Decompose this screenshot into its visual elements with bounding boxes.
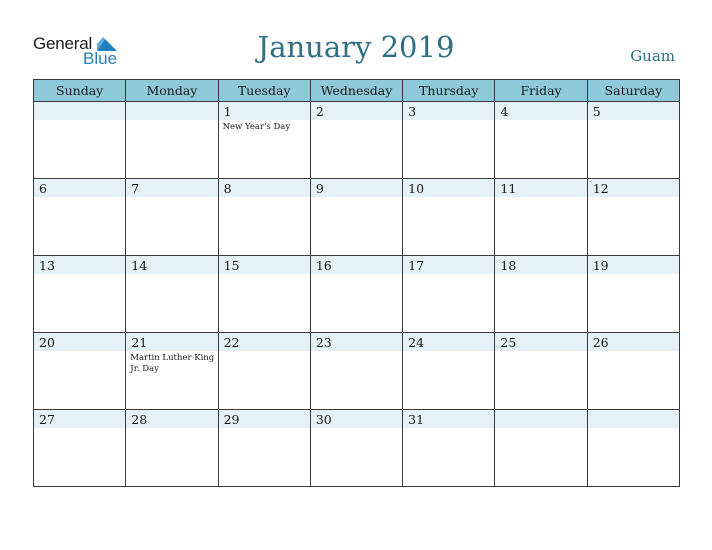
day-cell bbox=[495, 333, 587, 410]
day-cell-band bbox=[34, 179, 125, 197]
day-number: 1 bbox=[223, 104, 232, 119]
day-number: 11 bbox=[500, 181, 517, 196]
day-cell bbox=[495, 256, 587, 333]
week-row bbox=[34, 102, 680, 179]
day-number: 25 bbox=[500, 335, 517, 350]
day-cell bbox=[218, 179, 310, 256]
day-cell-band bbox=[219, 102, 310, 120]
day-number: 5 bbox=[592, 104, 601, 119]
day-cell-band bbox=[34, 102, 125, 120]
day-cell bbox=[126, 179, 218, 256]
day-cell bbox=[126, 333, 218, 410]
day-number: 3 bbox=[408, 104, 417, 119]
day-number: 12 bbox=[592, 181, 609, 196]
day-number: 20 bbox=[39, 335, 55, 350]
day-cell bbox=[495, 179, 587, 256]
day-number: 10 bbox=[408, 181, 425, 196]
day-cell bbox=[218, 256, 310, 333]
day-cell bbox=[218, 102, 310, 179]
holiday-label: Martin Luther King Jr. Day bbox=[130, 353, 215, 374]
weekday-wednesday: Wednesday bbox=[310, 80, 402, 102]
day-cell bbox=[587, 410, 679, 487]
day-cell bbox=[126, 256, 218, 333]
day-number: 29 bbox=[223, 412, 240, 427]
day-cell bbox=[34, 102, 126, 179]
weekday-monday: Monday bbox=[126, 80, 218, 102]
day-cell bbox=[403, 179, 495, 256]
day-cell bbox=[126, 410, 218, 487]
weekday-header-row bbox=[34, 80, 680, 102]
day-number: 19 bbox=[592, 258, 609, 273]
day-number: 13 bbox=[39, 258, 55, 273]
weekday-saturday: Saturday bbox=[587, 80, 679, 102]
day-cell bbox=[310, 102, 402, 179]
day-cell-band bbox=[219, 179, 310, 197]
week-row bbox=[34, 179, 680, 256]
day-cell bbox=[403, 333, 495, 410]
week-row bbox=[34, 256, 680, 333]
day-number: 28 bbox=[131, 412, 148, 427]
day-cell bbox=[34, 179, 126, 256]
day-cell bbox=[587, 179, 679, 256]
day-number: 14 bbox=[131, 258, 148, 273]
day-number: 17 bbox=[408, 258, 425, 273]
weekday-thursday: Thursday bbox=[403, 80, 495, 102]
day-cell bbox=[587, 102, 679, 179]
holiday-label: New Year's Day bbox=[222, 122, 291, 132]
day-cell-band bbox=[311, 179, 402, 197]
region-label: Guam bbox=[630, 47, 675, 65]
day-number: 7 bbox=[131, 181, 140, 196]
day-cell bbox=[34, 256, 126, 333]
day-cell bbox=[218, 333, 310, 410]
day-cell bbox=[587, 256, 679, 333]
day-number: 4 bbox=[500, 104, 509, 119]
day-cell bbox=[34, 333, 126, 410]
logo-text-general: General bbox=[33, 34, 93, 53]
week-row bbox=[34, 410, 680, 487]
day-number: 16 bbox=[315, 258, 332, 273]
day-cell bbox=[218, 410, 310, 487]
day-number: 6 bbox=[39, 181, 47, 196]
week-row bbox=[34, 333, 680, 410]
day-cell bbox=[310, 256, 402, 333]
weekday-sunday: Sunday bbox=[34, 80, 126, 102]
day-number: 22 bbox=[223, 335, 240, 350]
day-cell bbox=[403, 256, 495, 333]
day-cell bbox=[310, 333, 402, 410]
day-cell bbox=[126, 102, 218, 179]
day-cell bbox=[403, 410, 495, 487]
day-cell bbox=[403, 102, 495, 179]
day-cell-band bbox=[495, 102, 586, 120]
day-number: 8 bbox=[223, 181, 232, 196]
day-number: 26 bbox=[592, 335, 609, 350]
page-title: January 2019 bbox=[257, 30, 455, 64]
day-cell-band bbox=[126, 102, 217, 120]
day-number: 15 bbox=[223, 258, 240, 273]
day-cell-band bbox=[403, 102, 494, 120]
day-cell-band bbox=[311, 102, 402, 120]
day-number: 9 bbox=[315, 181, 324, 196]
weekday-tuesday: Tuesday bbox=[218, 80, 310, 102]
day-number: 23 bbox=[315, 335, 332, 350]
day-number: 27 bbox=[39, 412, 55, 427]
day-cell-band bbox=[588, 410, 679, 428]
day-number: 2 bbox=[315, 104, 324, 119]
day-number: 31 bbox=[408, 412, 425, 427]
day-cell-band bbox=[588, 102, 679, 120]
day-cell-band bbox=[495, 410, 586, 428]
day-number: 21 bbox=[131, 335, 148, 350]
day-number: 18 bbox=[500, 258, 517, 273]
day-cell bbox=[310, 410, 402, 487]
day-cell bbox=[495, 410, 587, 487]
day-cell bbox=[310, 179, 402, 256]
day-cell bbox=[34, 410, 126, 487]
calendar-grid bbox=[33, 79, 680, 487]
logo-text-blue: Blue bbox=[83, 49, 118, 68]
weekday-friday: Friday bbox=[495, 80, 587, 102]
day-number: 30 bbox=[315, 412, 332, 427]
day-cell bbox=[587, 333, 679, 410]
day-number: 24 bbox=[408, 335, 425, 350]
day-cell-band bbox=[126, 179, 217, 197]
day-cell bbox=[495, 102, 587, 179]
